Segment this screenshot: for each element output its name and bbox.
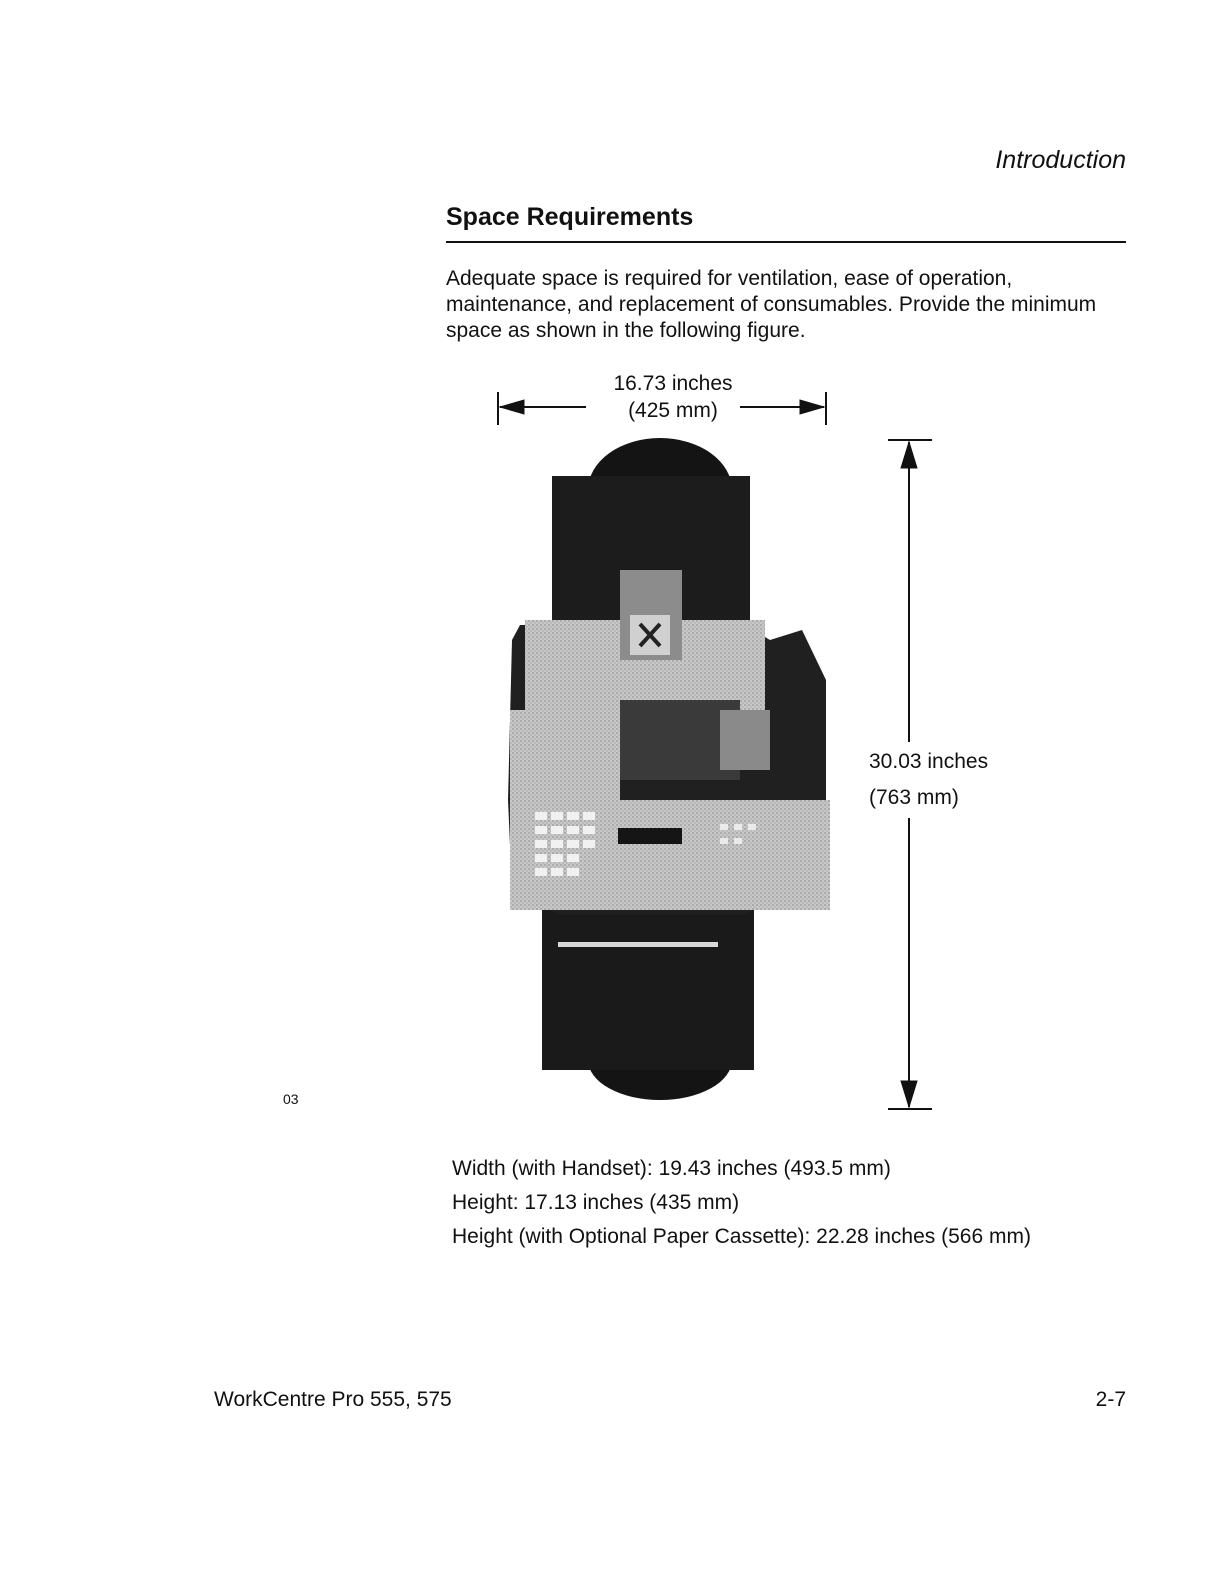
height-inches: 30.03 inches <box>869 750 989 773</box>
width-inches: 16.73 inches <box>613 372 733 395</box>
height-dimension-label <box>865 742 992 818</box>
spec-height-cassette: Height (with Optional Paper Cassette): 22.28 inches (566 mm) <box>452 1225 1031 1248</box>
intro-paragraph: Adequate space is required for ventilation, ease of operation, maintenance, and replacement of consumables. Provide the minimum space as shown in the following figure. <box>446 267 1097 342</box>
dimension-specs <box>452 1152 1031 1254</box>
width-mm: (425 mm) <box>628 399 718 422</box>
side-code: 03 <box>283 1091 299 1107</box>
printer-top-view-image <box>508 438 830 1100</box>
heading-rule <box>446 241 1126 243</box>
footer-product: WorkCentre Pro 555, 575 <box>214 1388 452 1411</box>
spec-height: Height: 17.13 inches (435 mm) <box>452 1191 740 1214</box>
page-number: 2-7 <box>1095 1388 1126 1411</box>
width-dimension-label <box>588 370 758 424</box>
chapter-title: Introduction <box>995 146 1126 174</box>
height-mm: (763 mm) <box>869 786 959 809</box>
section-heading: Space Requirements <box>446 203 694 231</box>
spec-width-handset: Width (with Handset): 19.43 inches (493.5 mm) <box>452 1157 891 1180</box>
